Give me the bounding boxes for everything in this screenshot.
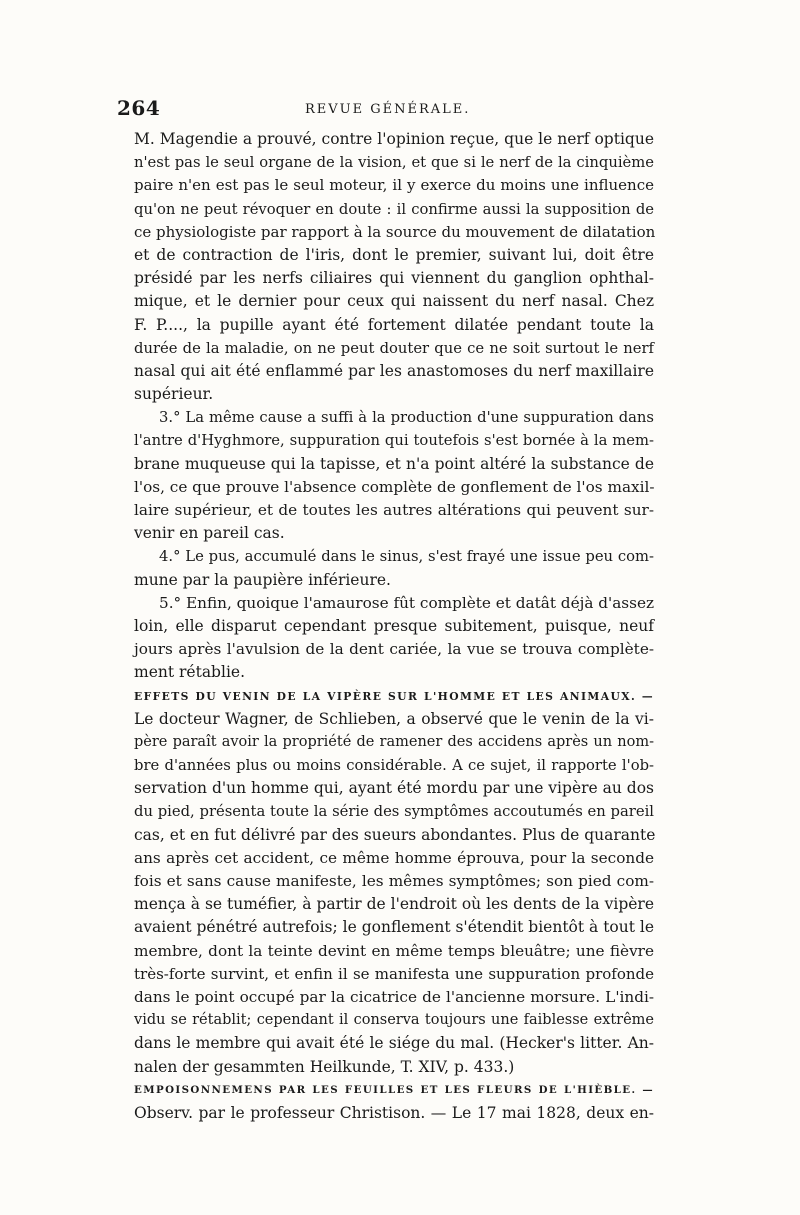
text-line: supérieur. xyxy=(134,385,214,404)
text-line: fois et sans cause manifeste, les mêmes symptômes; son pied com- xyxy=(134,872,654,890)
text-line: ment rétablie. xyxy=(134,663,245,682)
text-line: et de contraction de l'iris, dont le premier, suivant lui, doit être xyxy=(134,245,654,264)
text-line: Observ. par le professeur Christison. — Le 17 mai 1828, deux en- xyxy=(134,1103,654,1122)
text-line: père paraît avoir la propriété de ramener des accidens après un nom- xyxy=(134,733,654,750)
text-line: dans le point occupé par la cicatrice de l'ancienne morsure. L'indi- xyxy=(134,987,654,1006)
text-line: membre, dont la teinte devint en même temps bleuâtre; une fièvre xyxy=(134,941,654,960)
text-line: l'os, ce que prouve l'absence complète de gonflement de l'os maxil- xyxy=(134,477,655,496)
text-line: mune par la paupière inférieure. xyxy=(134,570,391,589)
text-line: ans après cet accident, ce même homme éprouva, pour la seconde xyxy=(134,848,654,867)
text-line: Le docteur Wagner, de Schlieben, a observé que le venin de la vi- xyxy=(134,709,654,728)
text-line: l'antre d'Hyghmore, suppuration qui toutefois s'est bornée à la mem- xyxy=(134,432,654,450)
text-line: vidu se rétablit; cependant il conserva toujours une faiblesse extrême xyxy=(134,1012,654,1029)
text-line: présidé par les nerfs ciliaires qui viennent du ganglion ophthal- xyxy=(134,269,654,288)
running-title: REVUE GÉNÉRALE. xyxy=(305,102,471,117)
text-line: qu'on ne peut révoquer en doute : il confirme aussi la supposition de xyxy=(134,200,654,218)
page-number: 264 xyxy=(117,96,161,120)
text-line: bre d'années plus ou moins considérable. A ce sujet, il rapporte l'ob- xyxy=(134,757,654,775)
text-line: 3.° La même cause a suffi à la production d'une suppuration dans xyxy=(159,409,654,427)
text-line: mique, et le dernier pour ceux qui naissent du nerf nasal. Chez xyxy=(134,292,654,311)
text-line: mença à se tuméfier, à partir de l'endroit où les dents de la vipère xyxy=(134,895,654,914)
text-line: 4.° Le pus, accumulé dans le sinus, s'est frayé une issue peu com- xyxy=(159,548,654,566)
page-header xyxy=(117,96,662,126)
text-line: n'est pas le seul organe de la vision, et que si le nerf de la cinquième xyxy=(134,154,654,172)
text-line: brane muqueuse qui la tapisse, et n'a point altéré la substance de xyxy=(134,454,654,473)
text-line: 5.° Enfin, quoique l'amaurose fût complète et datât déjà d'assez xyxy=(159,593,655,612)
text-line: du pied, présenta toute la série des symptômes accoutumés en pareil xyxy=(134,803,654,821)
text-line: servation d'un homme qui, ayant été mordu par une vipère au dos xyxy=(134,779,654,798)
section-heading: EFFETS DU VENIN DE LA VIPÈRE SUR L'HOMME ET LES ANIMAUX. — xyxy=(134,689,654,703)
text-line: durée de la maladie, on ne peut douter que ce ne soit surtout le nerf xyxy=(134,339,654,357)
text-line: laire supérieur, et de toutes les autres altérations qui peuvent sur- xyxy=(134,501,654,519)
text-line: avaient pénétré autrefois; le gonflement s'étendit bientôt à tout le xyxy=(134,918,655,937)
text-line: venir en pareil cas. xyxy=(134,524,285,543)
text-line: cas, et en fut délivré par des sueurs abondantes. Plus de quarante xyxy=(134,825,656,844)
text-line: F. P...., la pupille ayant été fortement dilatée pendant toute la xyxy=(134,315,654,334)
text-line: ce physiologiste par rapport à la source du mouvement de dilatation xyxy=(134,222,656,241)
text-line: nalen der gesammten Heilkunde, T. XIV, p. 433.) xyxy=(134,1057,515,1076)
text-line: très-forte survint, et enfin il se manifesta une suppuration profonde xyxy=(134,964,654,983)
text-line: jours après l'avulsion de la dent cariée, la vue se trouva complète- xyxy=(134,640,654,659)
text-line: M. Magendie a prouvé, contre l'opinion reçue, que le nerf optique xyxy=(134,130,654,148)
text-line: nasal qui ait été enflammé par les anastomoses du nerf maxillaire xyxy=(134,361,654,380)
text-line: loin, elle disparut cependant presque subitement, puisque, neuf xyxy=(134,616,654,635)
body-text xyxy=(134,128,654,1125)
text-line: dans le membre qui avait été le siége du mal. (Hecker's litter. An- xyxy=(134,1034,654,1053)
text-line: paire n'en est pas le seul moteur, il y exerce du moins une influence xyxy=(134,176,654,195)
section-heading: EMPOISONNEMENS PAR LES FEUILLES ET LES FLEURS DE L'HIÈBLE. — xyxy=(134,1083,654,1096)
